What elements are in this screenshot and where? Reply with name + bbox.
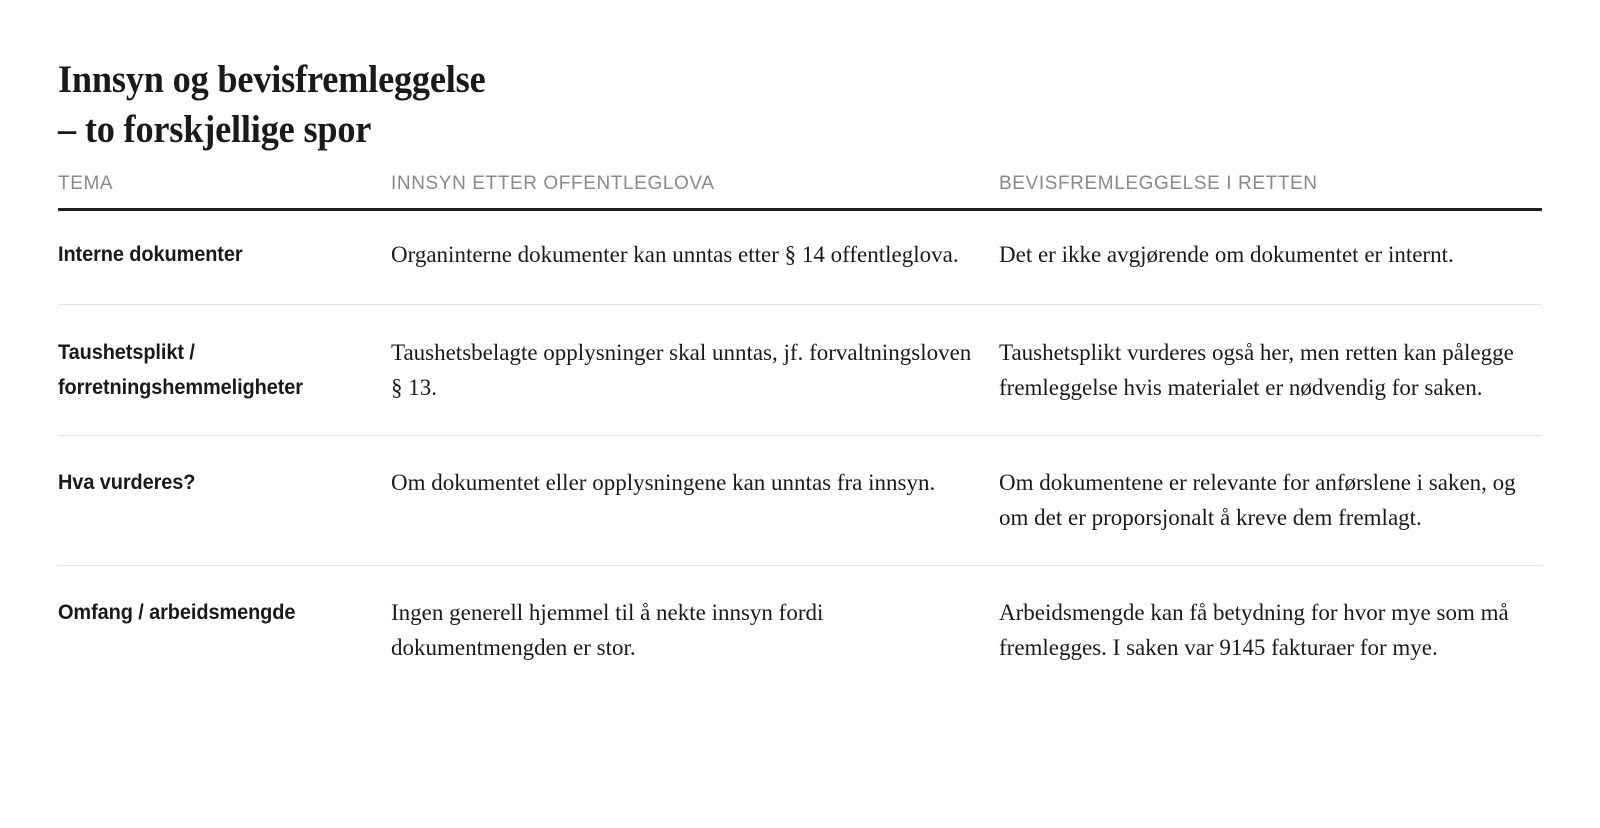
row-label — [58, 305, 391, 436]
cell-line: Om dokumentet eller opplysningene kan unntas fra — [391, 470, 863, 495]
column-header-bevisfremleggelse: BEVISFREMLEGGELSE I RETTEN — [999, 172, 1542, 210]
cell-bevisfremleggelse — [999, 210, 1542, 305]
row-label — [58, 566, 391, 696]
cell-bevisfremleggelse — [999, 436, 1542, 566]
page-title — [58, 55, 1518, 155]
cell-line: forvaltningsloven § 13. — [391, 340, 972, 400]
table-row — [58, 566, 1542, 696]
row-label-text: forretningshemmeligheter — [58, 376, 303, 399]
row-label — [58, 436, 391, 566]
cell-line: innsyn. — [868, 470, 936, 495]
cell-innsyn — [391, 210, 999, 305]
column-header-innsyn: INNSYN ETTER OFFENTLEGLOVA — [391, 172, 999, 210]
row-label-text: Omfang / arbeidsmengde — [58, 601, 296, 624]
column-header-tema: TEMA — [58, 172, 391, 210]
cell-line: Det er ikke avgjørende om dokumentet er internt. — [999, 242, 1454, 267]
cell-bevisfremleggelse — [999, 305, 1542, 436]
row-label-text: Hva vurderes? — [58, 471, 196, 494]
cell-bevisfremleggelse — [999, 566, 1542, 696]
table-row — [58, 210, 1542, 305]
cell-innsyn — [391, 436, 999, 566]
cell-line: offentleglova. — [830, 242, 959, 267]
table-row — [58, 436, 1542, 566]
table-body — [58, 210, 1542, 696]
cell-line: fremlegges. I saken var 9145 fakturaer for mye. — [999, 635, 1438, 660]
cell-line: Om dokumentene er relevante for anførslene i saken, og — [999, 470, 1516, 495]
row-label-text: Interne dokumenter — [58, 243, 243, 266]
cell-line: Taushetsbelagte opplysninger skal unntas, jf. — [391, 340, 804, 365]
cell-line: fremleggelse hvis materialet er nødvendig for saken. — [999, 375, 1483, 400]
page-title-line-2: – to forskjellige spor — [58, 108, 372, 151]
table-header-row — [58, 172, 1542, 210]
page-title-line-1: Innsyn og bevisfremleggelse — [58, 58, 486, 101]
row-label-text: Taushetsplikt / — [58, 341, 195, 364]
table-header — [58, 172, 1542, 210]
cell-line: dokumentmengden er stor. — [391, 635, 636, 660]
cell-line: Organinterne dokumenter kan unntas etter § 14 — [391, 242, 825, 267]
table-row — [58, 305, 1542, 436]
comparison-table — [58, 172, 1542, 695]
cell-line: om det er proporsjonalt å kreve dem fremlagt. — [999, 505, 1422, 530]
row-label — [58, 210, 391, 305]
cell-line: Ingen generell hjemmel til å nekte innsyn fordi — [391, 600, 824, 625]
cell-line: Arbeidsmengde kan få betydning for hvor mye som må — [999, 600, 1509, 625]
cell-line: Taushetsplikt vurderes også her, men retten kan pålegge — [999, 340, 1514, 365]
cell-innsyn — [391, 305, 999, 436]
cell-innsyn — [391, 566, 999, 696]
